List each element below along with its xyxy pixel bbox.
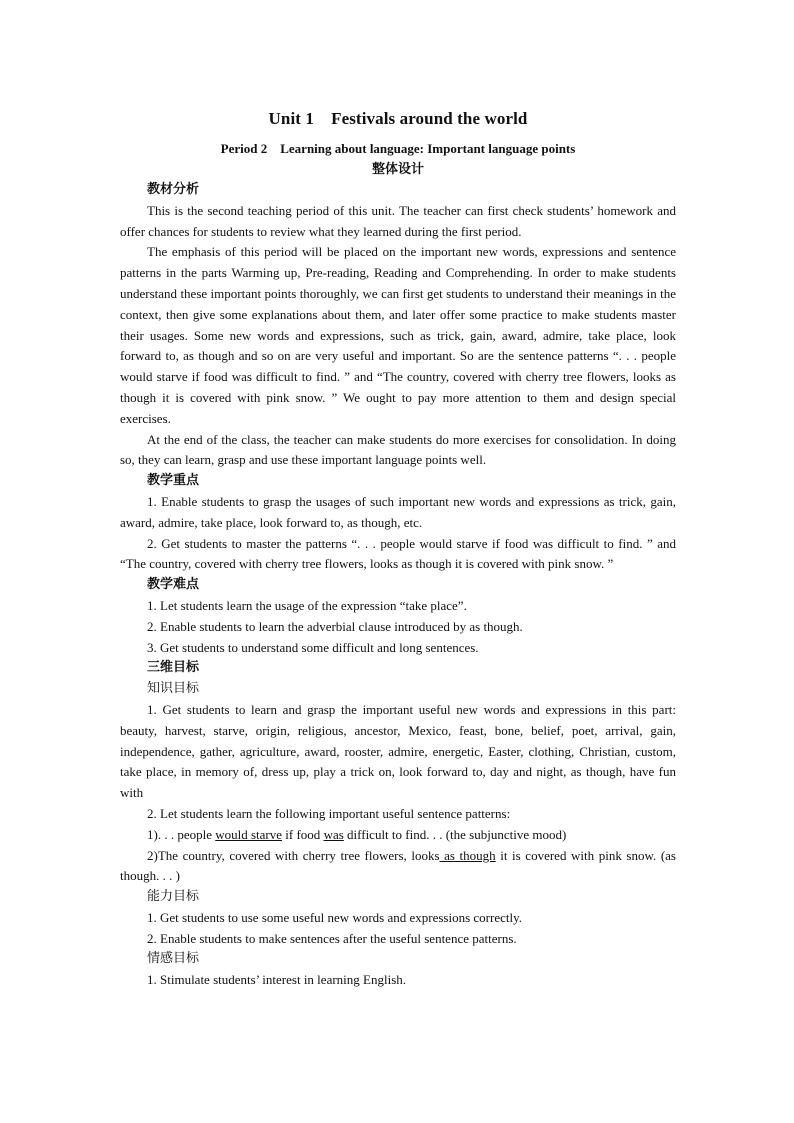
design-heading: 整体设计	[371, 162, 424, 177]
pattern-2-text-c: it is covered with pink snow. (as though. . . )	[120, 847, 676, 884]
sentence-pattern-2	[120, 846, 676, 888]
key-point-item-1: 1. Enable students to grasp the usages of such important new words and expressions as trick, gain, award, admire, take place, look forward to, as though, etc.	[120, 493, 676, 530]
section-heading-objectives: 三维目标	[147, 660, 200, 676]
pattern-1-underline-would-starve: would starve	[215, 826, 283, 842]
difficulty-item-1: 1. Let students learn the usage of the expression “take place”.	[147, 597, 467, 613]
pattern-1-text-c: if food	[282, 826, 324, 842]
analysis-paragraph-2: The emphasis of this period will be placed on the important new words, expressions and sentence patterns in the parts Warming up, Pre-reading, Reading and Comprehending. In order to make students understand these important points thoroughly, we can first get students to understand their meanings in the context, then give some explanations about them, and later offer some practice to make students master their usages. Some new words and expressions, such as trick, gain, award, admire, take place, look forward to, as though and so on are very useful and important. So are the sentence patterns “. . . people would starve if food was difficult to find. ” and “The country, covered with cherry tree flowers, looks as though it is covered with pink snow. ” We ought to pay more attention to them and design special exercises.	[120, 244, 676, 426]
pattern-2-underline-as-though: as though	[439, 847, 496, 863]
subheading-knowledge: 知识目标	[147, 681, 200, 697]
subheading-ability: 能力目标	[147, 889, 200, 905]
ability-item-2: 2. Enable students to make sentences after the useful sentence patterns.	[147, 930, 517, 946]
ability-item-1: 1. Get students to use some useful new words and expressions correctly.	[147, 909, 522, 925]
analysis-paragraph-3: At the end of the class, the teacher can make students do more exercises for consolidation. In doing so, they can learn, grasp and use these important language points well.	[120, 431, 676, 468]
key-point-item-2: 2. Get students to master the patterns “. . . people would starve if food was difficult to find. ” and “The country, covered with cherry tree flowers, looks as though it is covered with pink snow. ”	[120, 535, 676, 572]
difficulty-item-3: 3. Get students to understand some difficult and long sentences.	[147, 639, 479, 655]
period-subtitle: Period 2 Learning about language: Important language points	[220, 141, 576, 156]
section-heading-analysis: 教材分析	[147, 182, 200, 197]
emotion-item-1: 1. Stimulate students’ interest in learning English.	[147, 972, 406, 988]
pattern-1-text-a: 1). . . people	[147, 826, 216, 842]
knowledge-item-1: 1. Get students to learn and grasp the important useful new words and expressions in this part: beauty, harvest, starve, origin, religious, ancestor, Mexico, feast, bone, belief, poet, arrival, gain, independence, gather, agriculture, award, rooster, admire, energetic, Easter, clothing, Christian, custom, take place, in memory of, dress up, play a trick on, look forward to, day and night, as though, have fun with	[120, 701, 676, 801]
knowledge-item-2: 2. Let students learn the following important useful sentence patterns:	[147, 805, 511, 821]
section-heading-difficulties: 教学难点	[147, 577, 200, 593]
sentence-pattern-1	[120, 825, 676, 846]
pattern-2-text-a: 2)The country, covered with cherry tree flowers, looks	[147, 847, 440, 863]
difficulty-item-2: 2. Enable students to learn the adverbial clause introduced by as though.	[147, 618, 523, 634]
unit-title: Unit 1 Festivals around the world	[268, 109, 528, 128]
section-heading-key-points: 教学重点	[147, 473, 200, 489]
pattern-1-text-e: difficult to find. . . (the subjunctive mood)	[343, 826, 567, 842]
subheading-emotion: 情感目标	[147, 951, 200, 967]
document-page	[120, 104, 676, 991]
pattern-1-underline-was: was	[323, 826, 344, 842]
analysis-paragraph-1: This is the second teaching period of this unit. The teacher can first check students’ homework and offer chances for students to review what they learned during the first period.	[120, 202, 676, 239]
